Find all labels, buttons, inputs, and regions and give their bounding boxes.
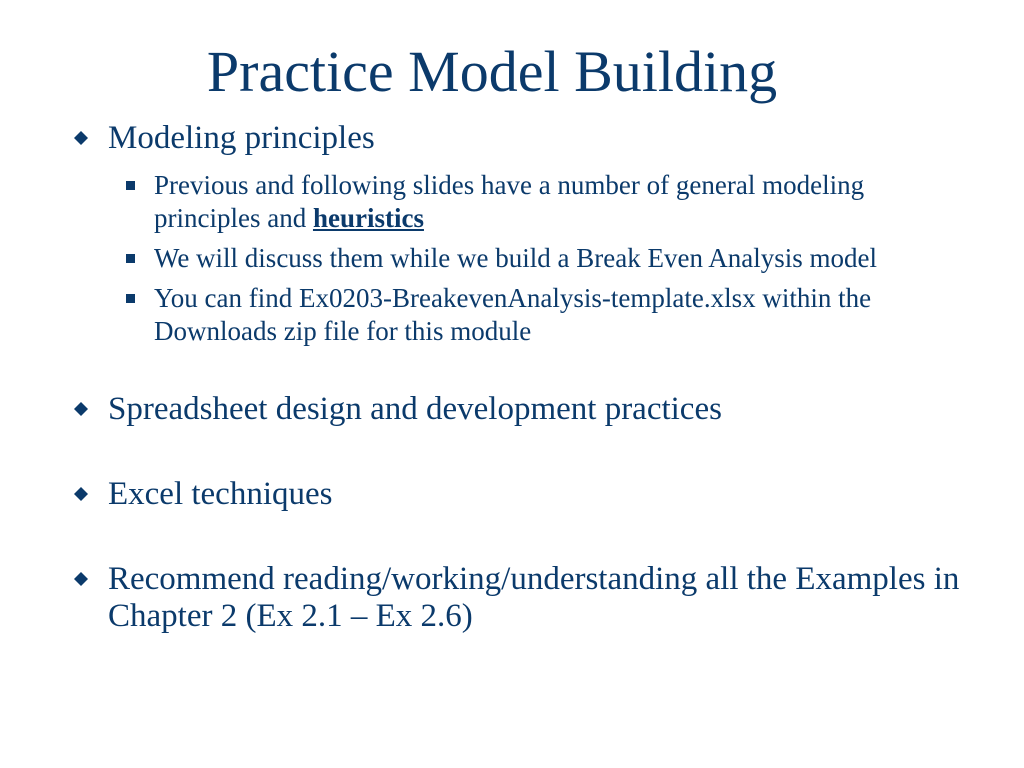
bullet-modeling-principles xyxy=(74,120,974,157)
subbullet-text: Previous and following slides have a number of general modeling principles and xyxy=(154,170,865,233)
subbullet-text: We will discuss them while we build a Break Even Analysis model xyxy=(154,243,877,273)
subbullet-discuss-model xyxy=(74,242,974,275)
square-bullet-icon xyxy=(126,254,135,263)
diamond-bullet-icon xyxy=(74,131,88,145)
diamond-bullet-icon xyxy=(74,487,88,501)
bullet-recommend-reading xyxy=(74,561,974,635)
bullet-text: Modeling principles xyxy=(108,120,375,156)
slide-title: Practice Model Building xyxy=(206,39,778,104)
slide-body xyxy=(74,120,974,635)
bullet-text: Spreadsheet design and development practices xyxy=(108,391,722,427)
square-bullet-icon xyxy=(126,294,135,303)
bullet-text: Recommend reading/working/understanding all the Examples in Chapter 2 (Ex 2.1 – Ex 2.6) xyxy=(108,561,960,634)
bullet-spreadsheet-design xyxy=(74,391,974,428)
diamond-bullet-icon xyxy=(74,572,88,586)
subbullet-text: You can find Ex0203-BreakevenAnalysis-template.xlsx within the Downloads zip file for this module xyxy=(154,283,872,346)
subbullet-general-principles xyxy=(74,169,974,235)
subbullet-template-file xyxy=(74,282,974,348)
bullet-excel-techniques xyxy=(74,476,974,513)
heuristics-link[interactable]: heuristics xyxy=(312,203,424,233)
bullet-text: Excel techniques xyxy=(108,476,333,512)
square-bullet-icon xyxy=(126,181,135,190)
diamond-bullet-icon xyxy=(74,402,88,416)
